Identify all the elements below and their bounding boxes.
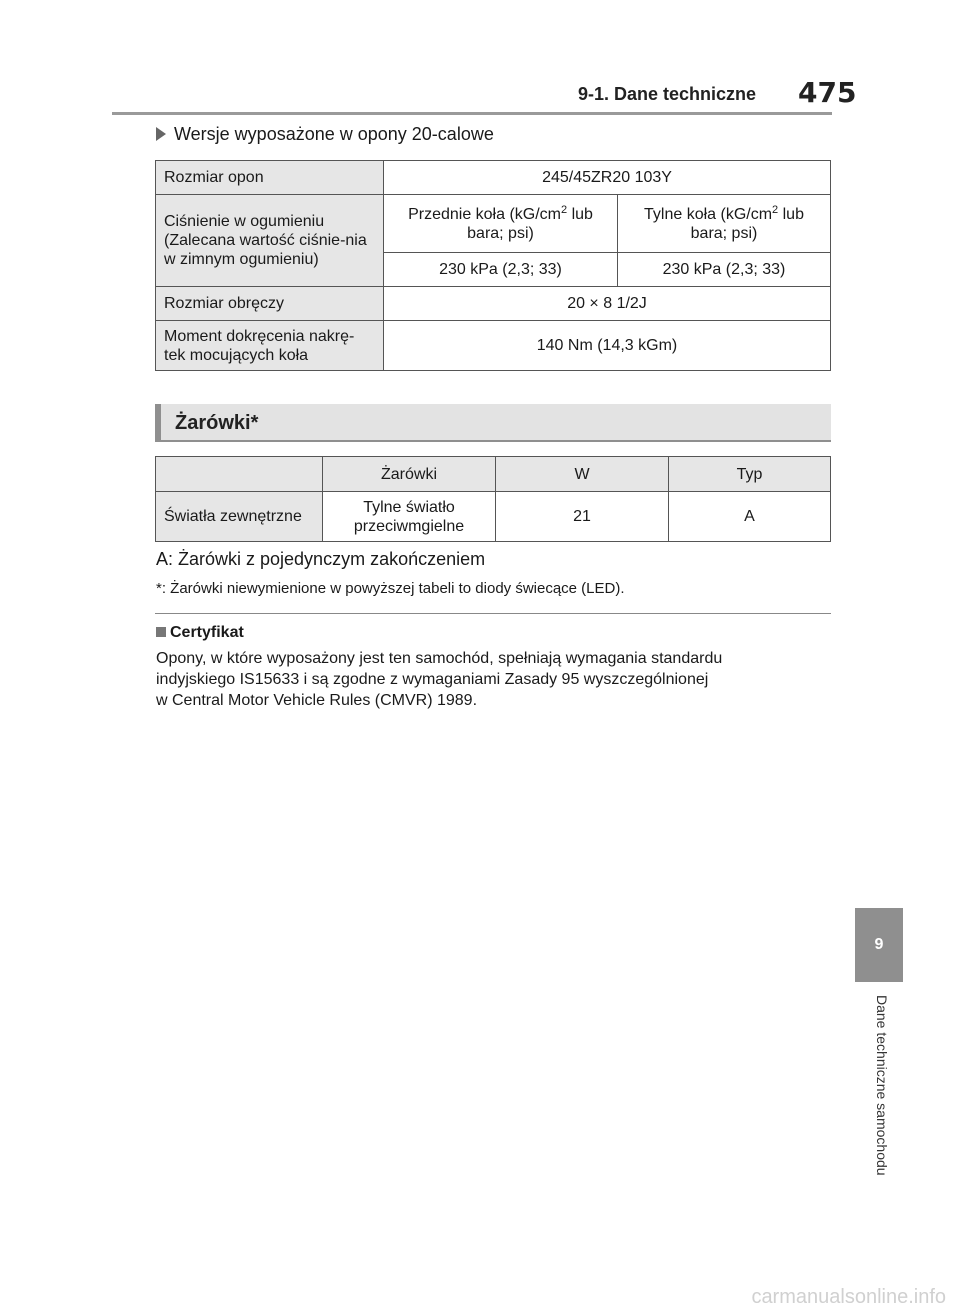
rear-pressure-header: Tylne koła ($kG/cm^2$ lub bara; psi) bbox=[617, 195, 830, 253]
bulbs-col-empty bbox=[156, 457, 323, 492]
tire-section-heading bbox=[156, 124, 494, 145]
header-divider bbox=[112, 112, 832, 115]
bulb-watt-cell: 21 bbox=[496, 492, 669, 542]
chapter-side-label: Dane techniczne samochodu bbox=[874, 995, 890, 1176]
certificate-line: Opony, w które wyposażony jest ten samochód, spełniają wymagania standardu bbox=[156, 650, 723, 667]
rim-size-label: Rozmiar obręczy bbox=[156, 287, 384, 321]
bulbs-banner-underline bbox=[161, 440, 831, 442]
bulb-note-star: *: Żarówki niewymienione w powyższej tabeli to diody świecące (LED). bbox=[156, 580, 625, 597]
bulb-note-a: A: Żarówki z pojedynczym zakończeniem bbox=[156, 549, 486, 569]
bulbs-title: Żarówki* bbox=[175, 412, 259, 434]
certificate-line: w Central Motor Vehicle Rules (CMVR) 1989. bbox=[156, 692, 478, 709]
chapter-tab: 9 bbox=[855, 908, 903, 982]
certificate-body bbox=[156, 648, 832, 711]
bulbs-banner bbox=[155, 404, 831, 442]
bulb-type-cell: A bbox=[669, 492, 831, 542]
tire-spec-table bbox=[155, 160, 831, 371]
tire-size-label: Rozmiar opon bbox=[156, 161, 384, 195]
certificate-line: indyjskiego IS15633 i są zgodne z wymaganiami Zasady 95 wyszczególnionej bbox=[156, 671, 709, 688]
bulbs-col-w: W bbox=[496, 457, 669, 492]
page-number: 475 bbox=[798, 76, 857, 109]
bulb-name-cell: Tylne światło przeciwmgielne bbox=[323, 492, 496, 542]
bulbs-col-bulb: Żarówki bbox=[323, 457, 496, 492]
pressure-label: Ciśnienie w ogumieniu (Zalecana wartość ciśnie-nia w zimnym ogumieniu) bbox=[156, 195, 384, 287]
tire-size-value: 245/45ZR20 103Y bbox=[384, 161, 831, 195]
front-pressure-value: 230 kPa (2,3; 33) bbox=[384, 253, 618, 287]
torque-label: Moment dokręcenia nakrę-tek mocujących koła bbox=[156, 321, 384, 371]
bulbs-col-type: Typ bbox=[669, 457, 831, 492]
rim-size-value: 20 × 8 1/2J bbox=[384, 287, 831, 321]
bulb-group-cell: Światła zewnętrzne bbox=[156, 492, 323, 542]
tire-heading-text: Wersje wyposażone w opony 20-calowe bbox=[174, 124, 494, 144]
watermark: carmanualsonline.info bbox=[751, 1286, 946, 1308]
certificate-heading bbox=[156, 624, 244, 642]
header-section-title: 9-1. Dane techniczne bbox=[578, 84, 757, 104]
arrow-right-icon bbox=[156, 127, 166, 141]
square-bullet-icon bbox=[156, 627, 166, 637]
bulbs-table bbox=[155, 456, 831, 542]
front-pressure-header: Przednie koła ($kG/cm^2$ lub bara; psi) bbox=[384, 195, 618, 253]
rear-pressure-value: 230 kPa (2,3; 33) bbox=[617, 253, 830, 287]
section-divider bbox=[155, 613, 831, 614]
torque-value: 140 Nm (14,3 kGm) bbox=[384, 321, 831, 371]
table-row bbox=[156, 492, 831, 542]
certificate-title: Certyfikat bbox=[170, 624, 244, 641]
